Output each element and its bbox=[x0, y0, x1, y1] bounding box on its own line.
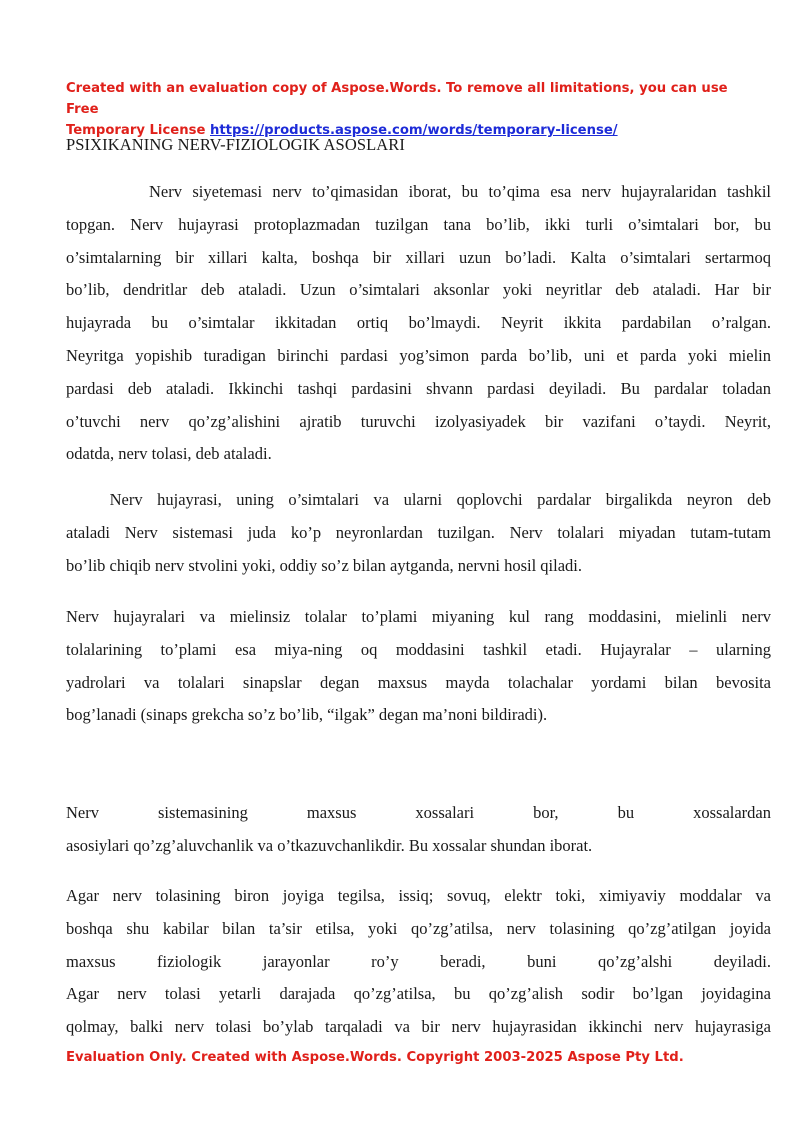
evaluation-footer: Evaluation Only. Created with Aspose.Words. Copyright 2003-2025 Aspose Pty Ltd. bbox=[66, 1050, 684, 1065]
temporary-license-label: Temporary License bbox=[66, 123, 206, 138]
document-title: PSIXIKANING NERV-FIZIOLOGIK ASOSLARI bbox=[66, 135, 406, 154]
paragraph-line: Nerv sistemasining maxsus xossalari bor, bu xossalardan bbox=[66, 803, 771, 822]
evaluation-header-line-1: Created with an evaluation copy of Aspose.Words. To remove all limitations, you can use Free bbox=[66, 81, 728, 117]
paragraph-line: Nerv hujayralari va mielinsiz tolalar to’plami miyaning kul rang moddasini, mielinli nerv bbox=[66, 607, 771, 626]
paragraph-line: bog’lanadi (sinaps grekcha so’z bo’lib, “ilgak” degan ma’noni bildiradi). bbox=[66, 705, 548, 725]
paragraph-line: o’simtalarning bir xillari kalta, boshqa bir xillari uzun bo’ladi. Kalta o’simtalari sertarmoq bbox=[66, 247, 771, 267]
paragraph-2 bbox=[66, 484, 771, 582]
paragraph-line: topgan. Nerv hujayrasi protoplazmadan tuzilgan tana bo’lib, ikki turli o’simtalari bor, bu bbox=[66, 214, 771, 234]
paragraph-line: odatda, nerv tolasi, deb ataladi. bbox=[66, 444, 272, 464]
paragraph-5 bbox=[66, 880, 771, 1044]
paragraph-line: boshqa shu kabilar bilan ta’sir etilsa, yoki qo’zg’atilsa, nerv tolasining qo’zg’atilgan joyida bbox=[66, 918, 771, 938]
evaluation-header bbox=[66, 78, 746, 141]
temporary-license-link[interactable]: https://products.aspose.com/words/temporary-license/ bbox=[209, 123, 618, 138]
paragraph-line: qolmay, balki nerv tolasi bo’ylab tarqaladi va bir nerv hujayrasidan ikkinchi nerv hujayrasiga bbox=[66, 1017, 771, 1037]
paragraph-line: o’tuvchi nerv qo’zg’alishini ajratib turuvchi izolyasiyadek bir vazifani o’taydi. Neyrit, bbox=[66, 411, 771, 431]
paragraph-line: Nerv siyetemasi nerv to’qimasidan iborat, bu to’qima esa nerv hujayralaridan tashkil bbox=[66, 182, 771, 201]
paragraph-line: hujayrada bu o’simtalar ikkitadan ortiq bo’lmaydi. Neyrit ikkita pardabilan o’ralgan. bbox=[66, 313, 771, 333]
paragraph-line: Agar nerv tolasi yetarli darajada qo’zg’atilsa, bu qo’zg’alish sodir bo’lgan joyidagina bbox=[66, 984, 771, 1004]
paragraph-line: ataladi Nerv sistemasi juda ko’p neyronlardan tuzilgan. Nerv tolalari miyadan tutam-tutam bbox=[66, 522, 771, 542]
paragraph-line: Nerv hujayrasi, uning o’simtalari va ularni qoplovchi pardalar birgalikda neyron deb bbox=[66, 490, 771, 509]
paragraph-line: tolalarining to’plami esa miya-ning oq moddasini tashkil etadi. Hujayralar – ularning bbox=[66, 639, 771, 659]
paragraph-4 bbox=[66, 797, 771, 863]
paragraph-line: bo’lib chiqib nerv stvolini yoki, oddiy so’z bilan aytganda, nervni hosil qiladi. bbox=[66, 555, 583, 575]
paragraph-line: maxsus fiziologik jarayonlar ro’y beradi, buni qo’zg’alshi deyiladi. bbox=[66, 951, 771, 971]
paragraph-1 bbox=[66, 176, 771, 471]
paragraph-line: asosiylari qo’zg’aluvchanlik va o’tkazuvchanlikdir. Bu xossalar shundan iborat. bbox=[66, 835, 593, 855]
paragraph-3 bbox=[66, 601, 771, 732]
paragraph-line: Neyritga yopishib turadigan birinchi pardasi yog’simon parda bo’lib, uni et parda yoki mielin bbox=[66, 345, 771, 365]
paragraph-line: Agar nerv tolasining biron joyiga tegilsa, issiq; sovuq, elektr toki, ximiyaviy moddalar va bbox=[66, 886, 771, 905]
paragraph-line: bo’lib, dendritlar deb ataladi. Uzun o’simtalari aksonlar yoki neyritlar deb ataladi. Har bir bbox=[66, 280, 771, 300]
paragraph-line: pardasi deb ataladi. Ikkinchi tashqi pardasini shvann pardasi deyiladi. Bu pardalar toladan bbox=[66, 378, 771, 398]
paragraph-line: yadrolari va tolalari sinapslar degan maxsus mayda tolachalar yordami bilan bevosita bbox=[66, 672, 771, 692]
